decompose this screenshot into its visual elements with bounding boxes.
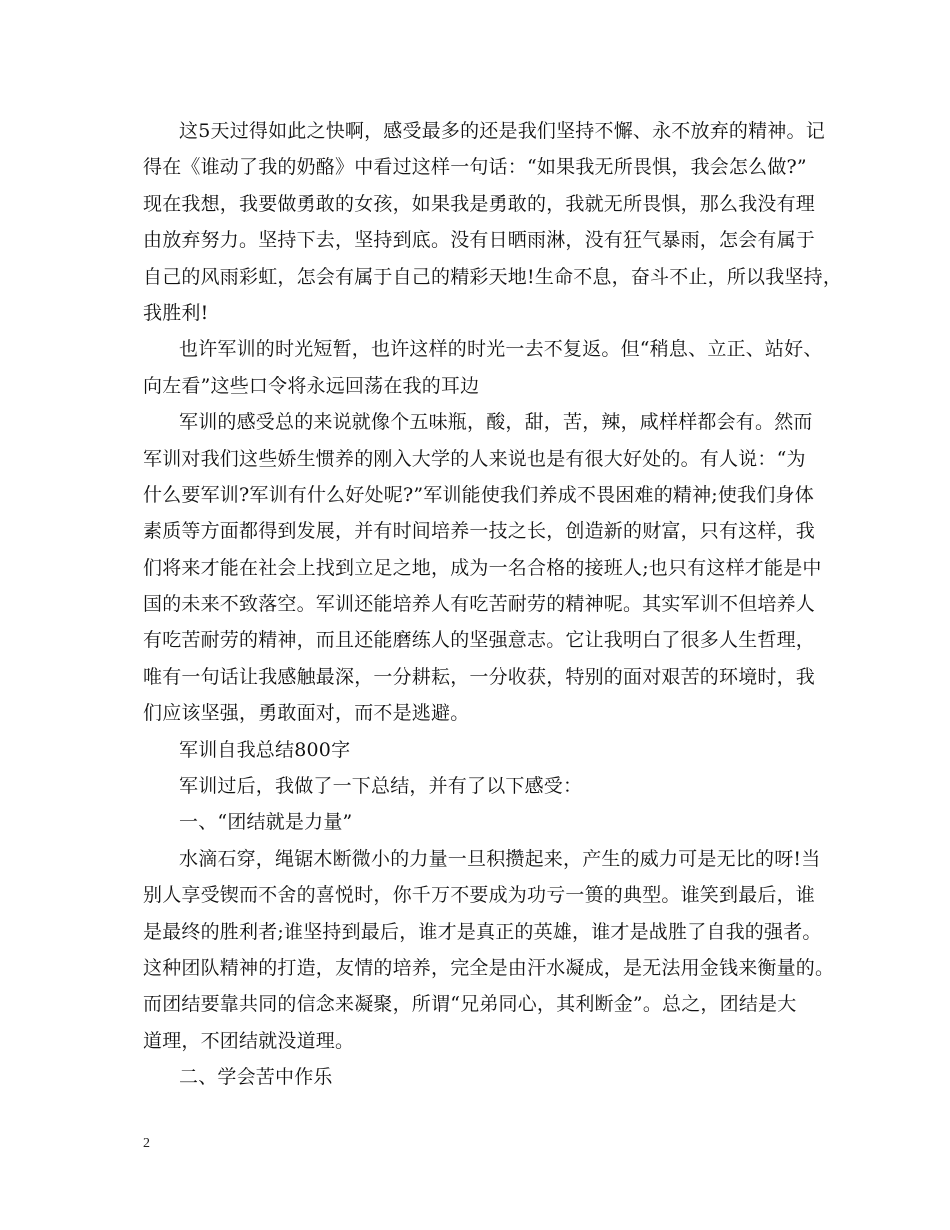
paragraph-first-line: 军训过后，我做了一下总结，并有了以下感受： xyxy=(179,775,583,798)
text-line: 素质等方面都得到发展，并有时间培养一技之长，创造新的财富，只有这样，我 xyxy=(143,520,816,543)
paragraph-first-line: 也许军训的时光短暂，也许这样的时光一去不复返。但“稍息、立正、站好、 xyxy=(179,338,823,361)
paragraph-first-line: 军训的感受总的来说就像个五味瓶，酸，甜，苦，辣，咸样样都会有。然而 xyxy=(179,411,813,434)
text-line: 道理，不团结就没道理。 xyxy=(143,1029,355,1052)
text-line: 国的未来不致落空。军训还能培养人有吃苦耐劳的精神呢。其实军训不但培养人 xyxy=(143,593,816,616)
text-line: 这种团队精神的打造，友情的培养，完全是由汗水凝成，是无法用金钱来衡量的。 xyxy=(143,956,835,979)
text-line: 自己的风雨彩虹，怎会有属于自己的精彩天地!生命不息，奋斗不止，所以我坚持， xyxy=(143,265,843,288)
text-line: 是最终的胜利者;谁坚持到最后，谁才是真正的英雄，谁才是战胜了自我的强者。 xyxy=(143,920,822,943)
paragraph-first-line: 二、学会苦中作乐 xyxy=(179,1066,333,1089)
text-line: 而团结要靠共同的信念来凝聚，所谓“兄弟同心，其利断金”。总之，团结是大 xyxy=(143,993,797,1016)
paragraph-first-line: 一、“团结就是力量” xyxy=(179,811,353,834)
paragraph-first-line: 水滴石穿，绳锯木断微小的力量一旦积攒起来，产生的威力可是无比的呀!当 xyxy=(179,847,821,870)
text-line: 军训对我们这些娇生惯养的刚入大学的人来说也是有很大好处的。有人说：“为 xyxy=(143,447,806,470)
text-line: 们应该坚强，勇敢面对，而不是逃避。 xyxy=(143,702,470,725)
text-line: 们将来才能在社会上找到立足之地，成为一名合格的接班人;也只有这样才能是中 xyxy=(143,556,822,579)
text-line: 向左看”这些口令将永远回荡在我的耳边 xyxy=(143,374,480,397)
text-line: 得在《谁动了我的奶酪》中看过这样一句话：“如果我无所畏惧，我会怎么做?” xyxy=(143,156,807,179)
paragraph-first-line: 军训自我总结800字 xyxy=(179,738,351,761)
text-line: 什么要军训?军训有什么好处呢?”军训能使我们养成不畏困难的精神;使我们身体 xyxy=(143,483,814,506)
text-line: 由放弃努力。坚持下去，坚持到底。没有日晒雨淋，没有狂气暴雨，怎会有属于 xyxy=(143,229,816,252)
text-line: 现在我想，我要做勇敢的女孩，如果我是勇敢的，我就无所畏惧，那么我没有理 xyxy=(143,192,816,215)
text-line: 我胜利! xyxy=(143,301,209,324)
text-line: 唯有一句话让我感触最深，一分耕耘，一分收获，特别的面对艰苦的环境时，我 xyxy=(143,665,816,688)
body-text xyxy=(143,113,843,1096)
text-line: 别人享受锲而不舍的喜悦时，你千万不要成为功亏一篑的典型。谁笑到最后，谁 xyxy=(143,884,816,907)
text-line: 有吃苦耐劳的精神，而且还能磨练人的坚强意志。它让我明白了很多人生哲理， xyxy=(143,629,816,652)
page-number: 2 xyxy=(143,1136,150,1151)
paragraph-first-line: 这5天过得如此之快啊，感受最多的还是我们坚持不懈、永不放弃的精神。记 xyxy=(179,120,825,142)
